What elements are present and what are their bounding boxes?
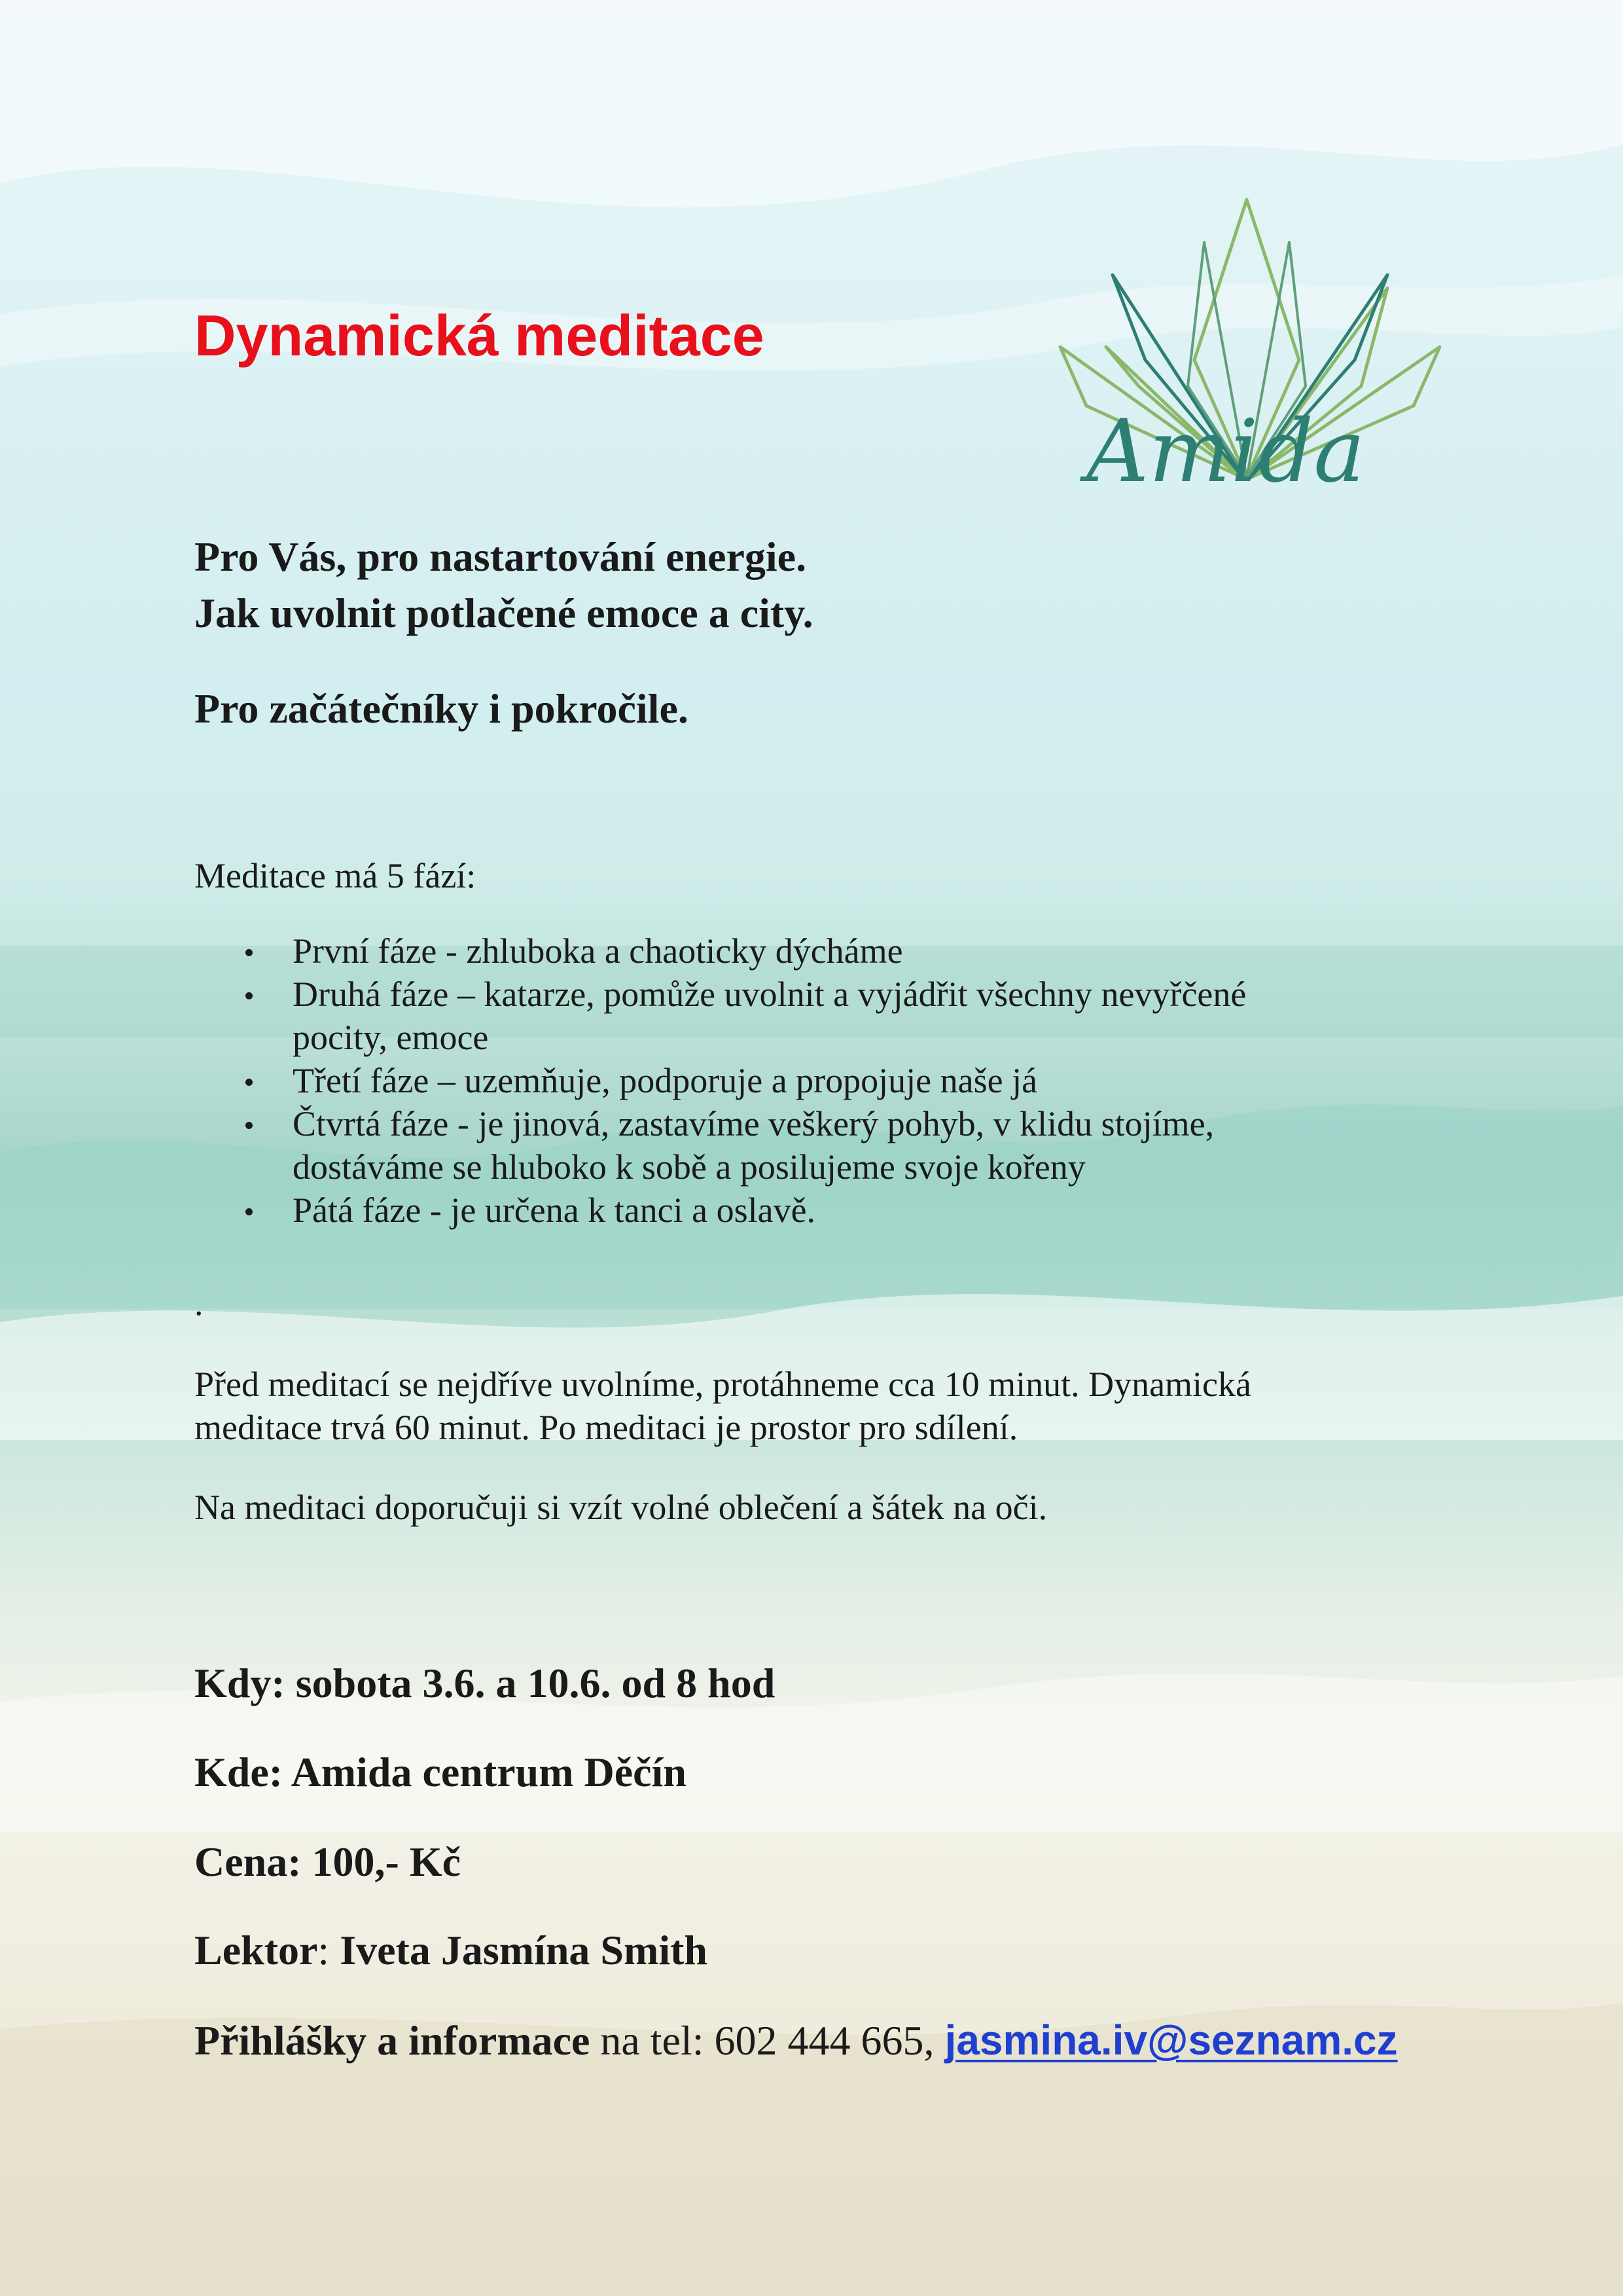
info-price: Cena: 100,- Kč [194, 1839, 461, 1885]
phase-item: První fáze - zhluboka a chaoticky dýcháme [194, 929, 1246, 973]
page-title: Dynamická meditace [194, 303, 764, 368]
phase-list [194, 929, 1246, 1232]
phase-item: Druhá fáze – katarze, pomůže uvolnit a vyjádřit všechny nevyřčené pocity, emoce [194, 973, 1246, 1059]
sky-cloud [0, 0, 1623, 207]
info-lector: Lektor: Iveta Jasmína Smith [194, 1927, 707, 1973]
paragraph-preparation: Před meditací se nejdříve uvolníme, protáhneme cca 10 minut. Dynamická meditace trvá 60 minut. Po meditaci je prostor pro sdílení. [194, 1365, 1251, 1447]
lead-line-1: Pro Vás, pro nastartování energie. [194, 533, 807, 580]
phase-item: Pátá fáze - je určena k tanci a oslavě. [194, 1189, 1246, 1232]
phase-item: Čtvrtá fáze - je jinová, zastavíme veškerý pohyb, v klidu stojíme, dostáváme se hluboko k sobě a posilujeme svoje kořeny [194, 1102, 1246, 1189]
amida-logo-wordmark: Amida [1086, 401, 1365, 497]
info-when: Kdy: sobota 3.6. a 10.6. od 8 hod [194, 1660, 776, 1706]
phase-item: Třetí fáze – uzemňuje, podporuje a propojuje naše já [194, 1059, 1246, 1102]
lead-line-2: Jak uvolnit potlačené emoce a city. [194, 590, 813, 636]
paragraph-clothing: Na meditaci doporučuji si vzít volné oblečení a šátek na oči. [194, 1488, 1048, 1527]
phases-intro: Meditace má 5 fází: [194, 856, 476, 895]
separator-dot: . [194, 1283, 204, 1323]
amida-logo [1047, 190, 1453, 497]
lead-line-3: Pro začátečníky i pokročile. [194, 685, 688, 732]
info-where: Kde: Amida centrum Děčín [194, 1749, 687, 1795]
email-link[interactable]: jasmina.iv@seznam.cz [944, 2017, 1398, 2064]
info-signup: Přihlášky a informace na tel: 602 444 665, jasmina.iv@seznam.cz [194, 2017, 1398, 2064]
